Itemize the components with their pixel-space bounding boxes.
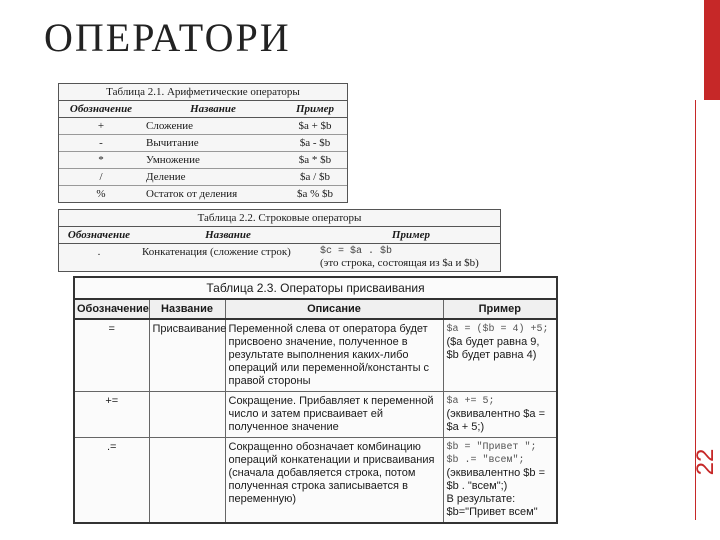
operator-cell: = <box>75 319 149 392</box>
table-row <box>75 438 556 523</box>
operator-cell: . <box>97 246 101 258</box>
example-code: $b = "Привет "; $b .= "всем"; <box>446 442 537 466</box>
table-header-row <box>59 101 347 118</box>
column-header: Обозначение <box>59 101 143 118</box>
name-cell <box>149 392 225 438</box>
operator-cell: += <box>75 392 149 438</box>
column-header: Обозначение <box>75 300 149 319</box>
table-row <box>59 169 347 186</box>
example-cell: $a / $b <box>283 169 347 186</box>
column-header: Название <box>143 101 283 118</box>
description-cell: Сокращение. Прибавляет к переменной число и затем присваивает ей полученное значение <box>225 392 443 438</box>
example-cell: $a + $b <box>283 118 347 135</box>
example-cell: $a % $b <box>296 188 334 200</box>
example-note: (это строка, состоящая из $a и $b) <box>320 257 479 269</box>
operator-cell: % <box>96 188 106 200</box>
example-code: $a += 5; <box>446 396 495 407</box>
column-header: Обозначение <box>59 227 139 244</box>
example-cell <box>443 438 556 523</box>
table-row <box>59 244 500 272</box>
operator-cell: * <box>59 152 143 169</box>
arithmetic-operators-table <box>58 83 348 203</box>
name-cell: Умножение <box>143 152 283 169</box>
name-cell <box>149 438 225 523</box>
example-code: $c = $a . $b <box>320 246 393 257</box>
table-header-row <box>75 300 556 319</box>
example-cell: $a - $b <box>283 135 347 152</box>
slide-title: ОПЕРАТОРИ <box>44 15 291 60</box>
name-cell: Конкатенация (сложение строк) <box>142 246 291 258</box>
name-cell: Сложение <box>143 118 283 135</box>
example-cell: $a * $b <box>283 152 347 169</box>
table-row <box>59 152 347 169</box>
accent-bar <box>704 0 720 100</box>
description-cell: Переменной слева от оператора будет присвоено значение, полученное в результате выполнения каких-либо операций или переменной/константы с правой стороны <box>225 319 443 392</box>
table-caption: Таблица 2.3. Операторы присваивания <box>75 278 556 300</box>
example-cell <box>443 392 556 438</box>
page-number-wrap <box>692 402 719 522</box>
name-cell: Присваивание <box>149 319 225 392</box>
assignment-operators-table <box>73 276 558 524</box>
column-header: Пример <box>283 101 347 118</box>
string-operators-table <box>58 209 501 272</box>
table-header-row <box>59 227 500 244</box>
example-text: (эквивалентно $b = $b . "всем";) В результате: $b="Привет всем" <box>446 467 546 518</box>
table-row <box>75 392 556 438</box>
page-number: 22 <box>692 448 719 476</box>
example-cell <box>443 319 556 392</box>
table-caption: Таблица 2.2. Строковые операторы <box>59 210 500 227</box>
table-row <box>59 118 347 135</box>
column-header: Название <box>139 227 317 244</box>
column-header: Пример <box>317 227 500 244</box>
name-cell: Остаток от деления <box>146 188 238 200</box>
operator-cell: - <box>59 135 143 152</box>
operator-cell: .= <box>75 438 149 523</box>
table-caption: Таблица 2.1. Арифметические операторы <box>59 84 347 101</box>
example-text: ($a будет равна 9, $b будет равна 4) <box>446 336 540 361</box>
column-header: Название <box>149 300 225 319</box>
description-cell: Сокращенно обозначает комбинацию операций конкатенации и присваивания (сначала добавляется строка, потом полученная строка записывается в переменную) <box>225 438 443 523</box>
table-row <box>59 186 347 203</box>
name-cell: Вычитание <box>143 135 283 152</box>
operator-cell: / <box>59 169 143 186</box>
table-row <box>75 319 556 392</box>
example-cell <box>317 244 500 272</box>
table-row <box>59 135 347 152</box>
example-code: $a = ($b = 4) +5; <box>446 324 549 335</box>
example-text: (эквивалентно $a = $a + 5;) <box>446 408 546 433</box>
column-header: Описание <box>225 300 443 319</box>
column-header: Пример <box>443 300 556 319</box>
name-cell: Деление <box>143 169 283 186</box>
operator-cell: + <box>59 118 143 135</box>
